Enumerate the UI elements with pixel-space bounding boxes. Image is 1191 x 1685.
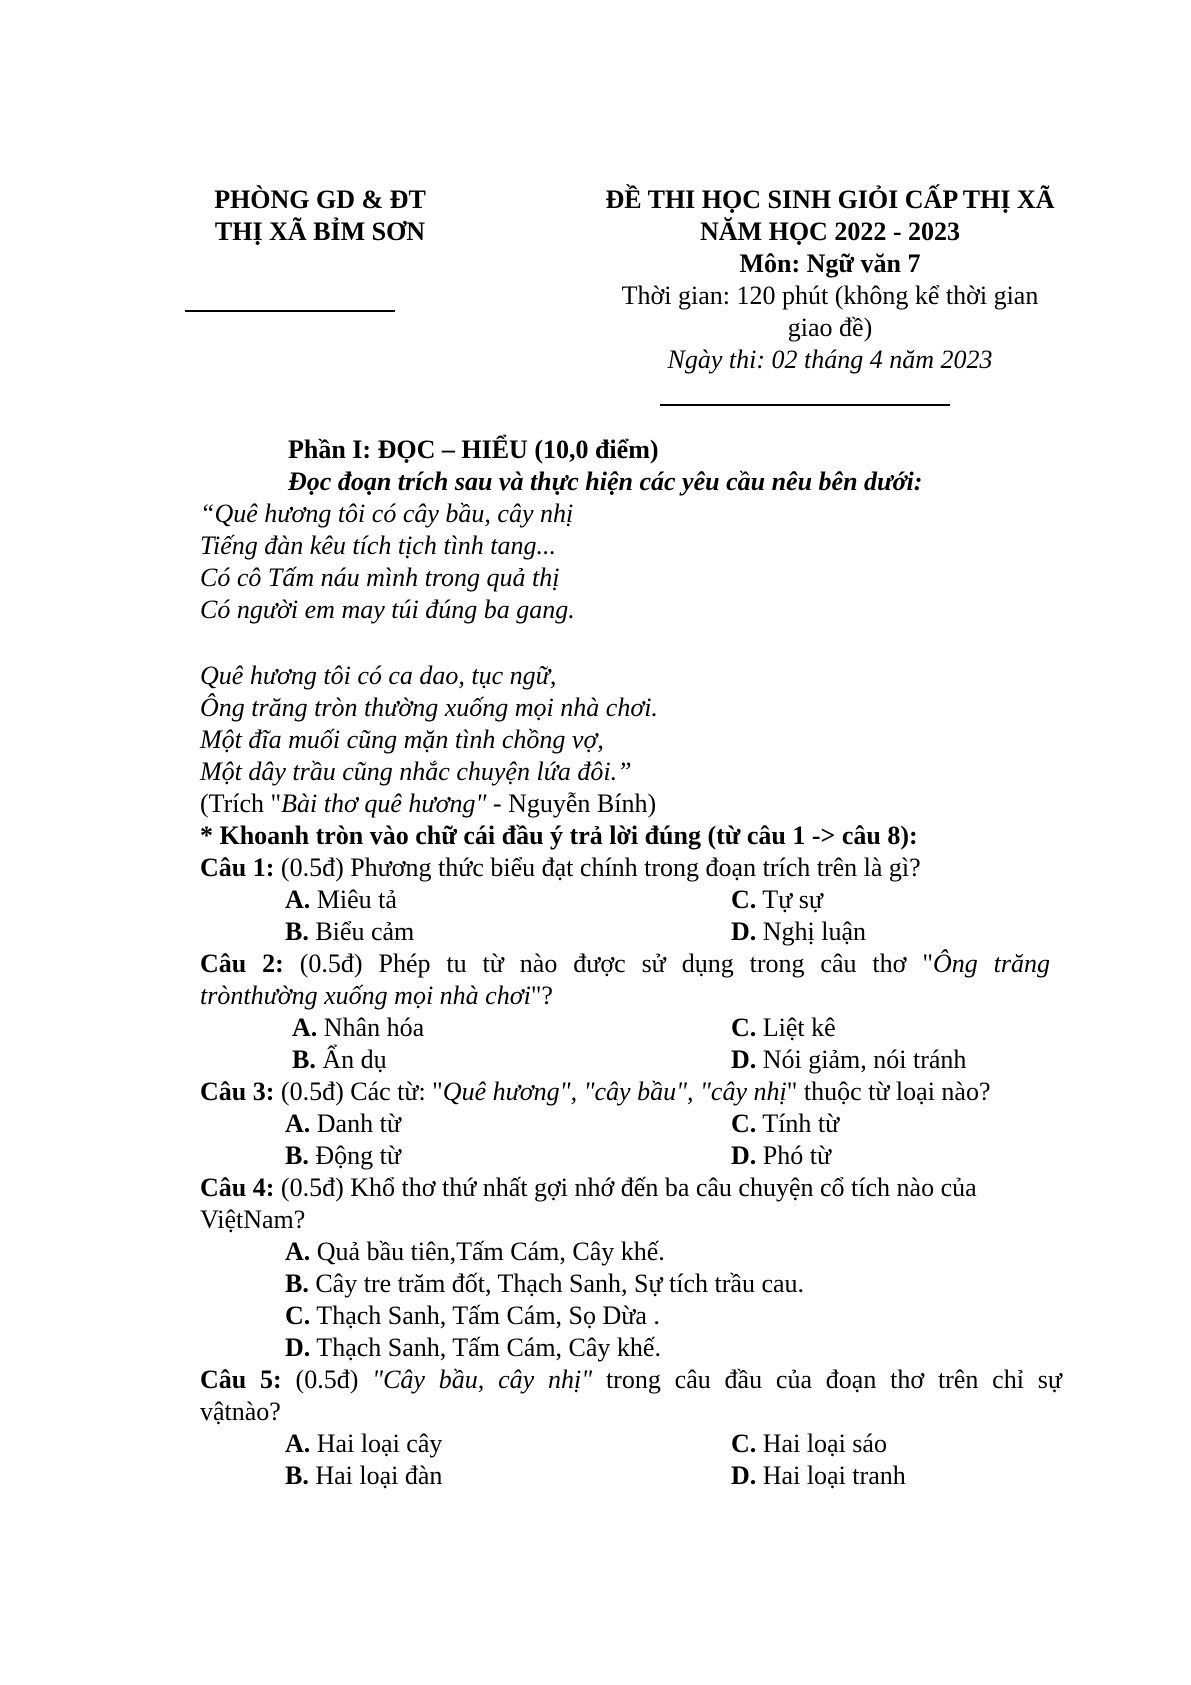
part-title: Phần I: ĐỌC – HIỂU (10,0 điểm) <box>288 435 659 464</box>
question-label: Câu 3: <box>200 1077 275 1106</box>
option-a[interactable]: A. Miêu tả <box>285 885 397 914</box>
option-d[interactable]: D. Nghị luận <box>731 917 867 946</box>
question-text: (0.5đ) Phương thức biểu đạt chính trong đoạn trích trên là gì? <box>274 853 921 882</box>
question-4-cont: ViệtNam? <box>200 1205 306 1234</box>
poem-line: Có người em may túi đúng ba gang. <box>200 595 575 624</box>
option-d[interactable]: D. Hai loại tranh <box>731 1461 906 1490</box>
option-c[interactable]: C. Liệt kê <box>731 1013 836 1042</box>
option-c[interactable]: C. Hai loại sáo <box>731 1429 887 1458</box>
department-line-2: THỊ XÃ BỈM SƠN <box>214 217 426 246</box>
question-label: Câu 5: <box>200 1365 282 1394</box>
option-a[interactable]: A. Quả bầu tiên,Tấm Cám, Cây khế. <box>285 1237 665 1266</box>
option-d[interactable]: D. Thạch Sanh, Tấm Cám, Cây khế. <box>285 1333 661 1362</box>
source-author: - Nguyễn Bính) <box>486 789 657 818</box>
option-a[interactable]: A. Hai loại cây <box>285 1429 443 1458</box>
option-c[interactable]: C. Tính từ <box>731 1109 840 1138</box>
question-5: Câu 5: (0.5đ) "Cây bầu, cây nhị" trong câu đầu của đoạn thơ trên chỉ sự vậtnào? <box>200 1365 1062 1426</box>
poem-line: “Quê hương tôi có cây bầu, cây nhị <box>200 499 574 528</box>
poem-line: Tiếng đàn kêu tích tịch tình tang... <box>200 531 557 560</box>
poem-source <box>200 788 656 820</box>
poem-line: Một dây trầu cũng nhắc chuyện lứa đôi.” <box>200 757 632 786</box>
poem-line: Một đĩa muối cũng mặn tình chồng vợ, <box>200 725 604 754</box>
duration-line-2: giao đề) <box>787 313 873 342</box>
heading-underline <box>660 404 950 406</box>
school-year: NĂM HỌC 2022 - 2023 <box>700 217 960 246</box>
subject: Môn: Ngữ văn 7 <box>739 249 921 278</box>
question-label: Câu 1: <box>200 853 275 882</box>
question-3: Câu 3: (0.5đ) Các từ: "Quê hương", "cây bầu", "cây nhị" thuộc từ loại nào? <box>200 1077 991 1106</box>
option-c[interactable]: C. Tự sự <box>731 885 823 914</box>
question-label: Câu 4: <box>200 1173 275 1202</box>
exam-heading <box>560 184 1100 376</box>
department-name <box>170 184 470 248</box>
exam-title: ĐỀ THI HỌC SINH GIỎI CẤP THỊ XÃ <box>605 185 1055 214</box>
exam-date: Ngày thi: 02 tháng 4 năm 2023 <box>667 345 993 374</box>
option-d[interactable]: D. Phó từ <box>731 1141 832 1170</box>
option-d[interactable]: D. Nói giảm, nói tránh <box>731 1045 967 1074</box>
mc-instruction: * Khoanh tròn vào chữ cái đầu ý trả lời đúng (từ câu 1 -> câu 8): <box>200 821 918 850</box>
duration-line-1: Thời gian: 120 phút (không kể thời gian <box>621 281 1039 310</box>
question-2: Câu 2: (0.5đ) Phép tu từ nào được sử dụng trong câu thơ "Ông trăng trònthường xuống mọi nhà chơi"? <box>200 949 1050 1010</box>
option-b[interactable]: B. Cây tre trăm đốt, Thạch Sanh, Sự tích trầu cau. <box>285 1269 805 1298</box>
option-c[interactable]: C. Thạch Sanh, Tấm Cám, Sọ Dừa . <box>285 1301 660 1330</box>
source-title: Bài thơ quê hương" <box>281 789 487 818</box>
poem-line: Ông trăng tròn thường xuống mọi nhà chơi. <box>200 693 658 722</box>
question-1 <box>200 852 921 884</box>
poem-line: Quê hương tôi có ca dao, tục ngữ, <box>200 661 557 690</box>
option-b[interactable]: B. Hai loại đàn <box>285 1461 443 1490</box>
department-line-1: PHÒNG GD & ĐT <box>214 185 426 214</box>
poem-line: Có cô Tấm náu mình trong quả thị <box>200 563 560 592</box>
question-4: Câu 4: (0.5đ) Khổ thơ thứ nhất gợi nhớ đến ba câu chuyện cổ tích nào của <box>200 1173 977 1202</box>
option-b[interactable]: B. Động từ <box>285 1141 401 1170</box>
department-underline <box>185 310 395 312</box>
question-label: Câu 2: <box>200 949 284 978</box>
option-a[interactable]: A. Nhân hóa <box>292 1013 425 1042</box>
option-b[interactable]: B. Biểu cảm <box>285 917 415 946</box>
source-open: (Trích " <box>200 789 282 818</box>
reading-instruction: Đọc đoạn trích sau và thực hiện các yêu cầu nêu bên dưới: <box>288 467 923 496</box>
option-b[interactable]: B. Ẩn dụ <box>292 1045 387 1074</box>
option-a[interactable]: A. Danh từ <box>285 1109 401 1138</box>
